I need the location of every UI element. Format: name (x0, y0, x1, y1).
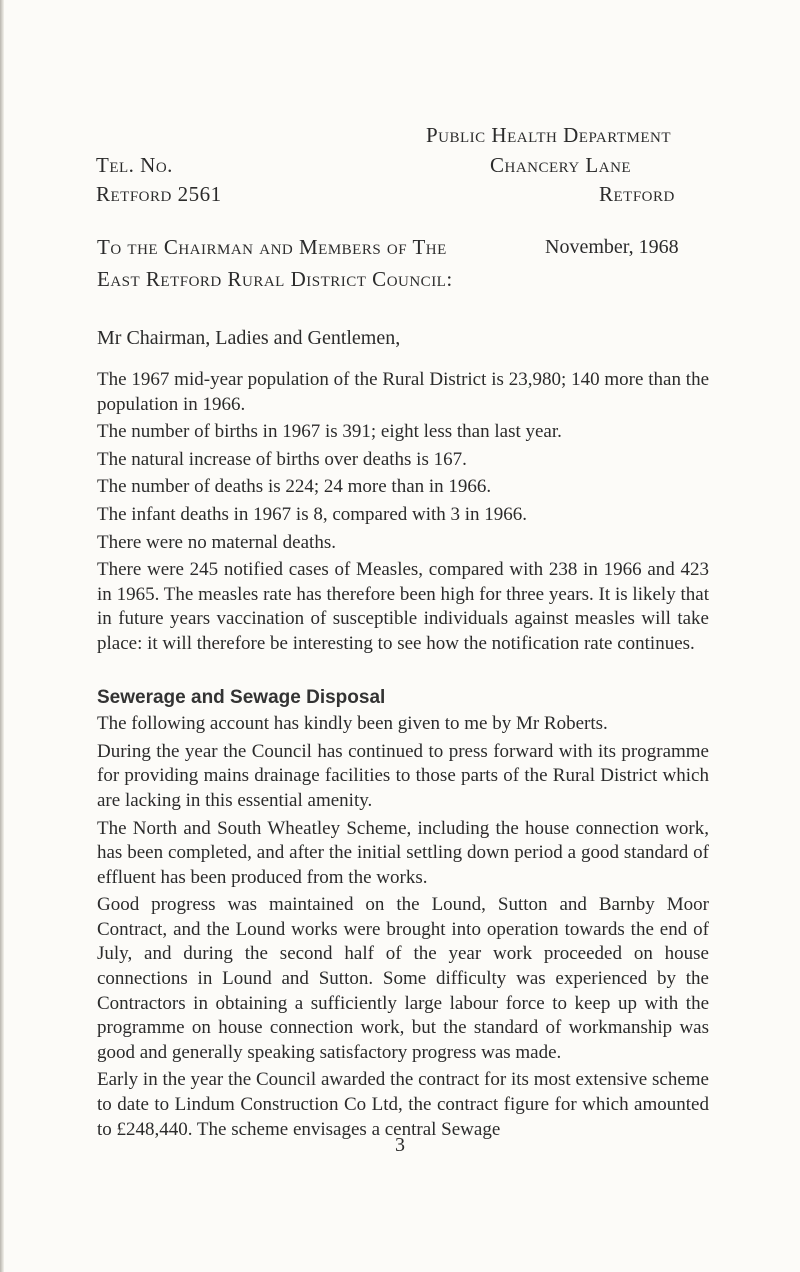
section-paragraph: During the year the Council has continued to press forward with its programme for providing mains drainage facilities to those parts of the Rural District which are lacking in this essential amenity. (97, 740, 709, 811)
section-paragraph: Good progress was maintained on the Lound, Sutton and Barnby Moor Contract, and the Lound works were brought into operation towards the end of July, and during the second half of the year work proceeded on house connections in Lound and Sutton. Some difficulty was experienced by the Contractors in obtaining a sufficiently large labour force to keep up with the programme on house connection work, but the standard of workmanship was good and generally speaking satisfactory progress was made. (97, 894, 709, 1063)
intro-paragraph: The infant deaths in 1967 is 8, compared with 3 in 1966. (97, 503, 528, 525)
department-name: Public Health Department (426, 123, 672, 147)
intro-paragraph: The 1967 mid-year population of the Rural District is 23,980; 140 more than the population in 1966. (97, 369, 709, 415)
section-heading: Sewerage and Sewage Disposal (97, 686, 386, 708)
section-spacer (97, 660, 709, 686)
section-paragraph: The following account has kindly been given to me by Mr Roberts. (97, 713, 608, 735)
intro-paragraph: The number of births in 1967 is 391; eight less than last year. (97, 421, 562, 443)
intro-paragraph: There were no maternal deaths. (97, 531, 336, 553)
tel-label: Tel. No. (96, 153, 173, 177)
report-body (97, 368, 709, 1145)
report-date: November, 1968 (545, 236, 679, 258)
section-paragraph: Early in the year the Council awarded the contract for its most extensive scheme to date to Lindum Construction Co Ltd, the contract figure for which amounted to £248,440. The scheme envisages a central Sewage (97, 1069, 709, 1140)
intro-paragraph: The number of deaths is 224; 24 more than in 1966. (97, 476, 492, 498)
intro-paragraph: The natural increase of births over deaths is 167. (97, 448, 467, 470)
tel-number: Retford 2561 (96, 182, 222, 206)
department-town: Retford (599, 182, 675, 206)
address-line-2: East Retford Rural District Council: (97, 267, 453, 291)
department-street: Chancery Lane (490, 153, 632, 177)
page-number: 3 (395, 1134, 405, 1156)
address-line-1: To the Chairman and Members of The (97, 235, 447, 259)
intro-paragraph: There were 245 notified cases of Measles, compared with 238 in 1966 and 423 in 1965. The measles rate has therefore been high for three years. It is likely that in future years vaccination of susceptible individuals against measles will take place: it will therefore be interesting to see how the notification rate continues. (97, 559, 709, 654)
page-edge-shadow (0, 0, 4, 1272)
section-paragraph: The North and South Wheatley Scheme, including the house connection work, has been completed, and after the initial settling down period a good standard of effluent has been produced from the works. (97, 817, 709, 888)
salutation: Mr Chairman, Ladies and Gentlemen, (97, 327, 401, 349)
